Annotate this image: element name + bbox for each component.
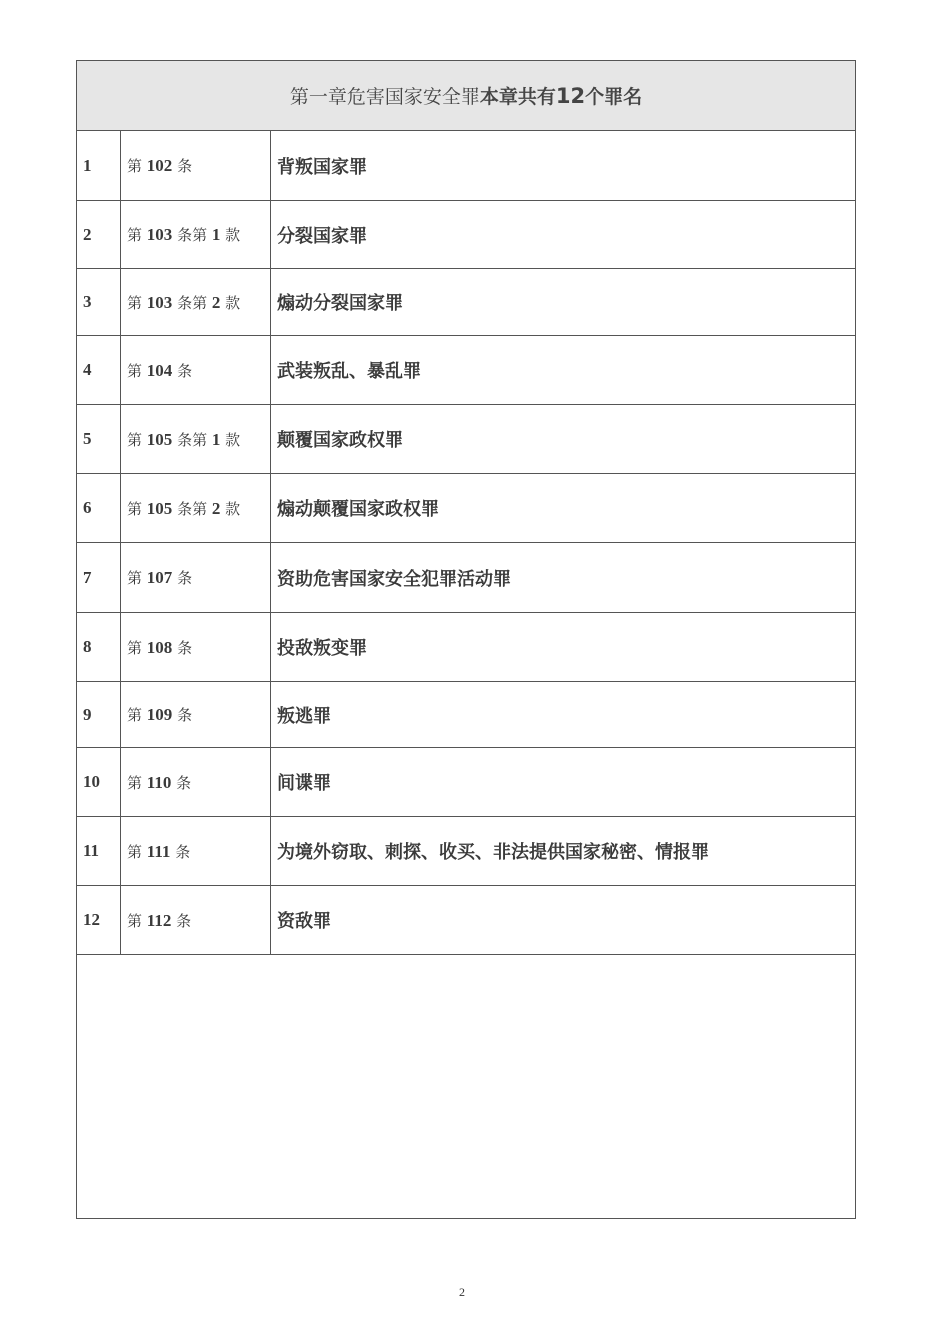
- table-row: [77, 613, 856, 682]
- table-row: [77, 682, 856, 748]
- table-row: [77, 748, 856, 817]
- article-unit: 条: [177, 361, 193, 380]
- article-unit: 条: [177, 157, 193, 175]
- clause-unit: 款: [225, 430, 241, 449]
- table-row: [77, 131, 856, 201]
- article-unit: 条第: [177, 499, 208, 518]
- row-number: 5: [77, 405, 121, 474]
- article-prefix: 第: [127, 361, 143, 380]
- article-reference: [121, 131, 271, 201]
- table-row: [77, 201, 856, 269]
- clause-unit: 款: [225, 293, 241, 312]
- table-row: [77, 405, 856, 474]
- chapter-header: [77, 61, 856, 131]
- row-number: 11: [77, 817, 121, 886]
- clause-unit: 款: [225, 226, 241, 244]
- article-prefix: 第: [127, 430, 143, 449]
- row-number: 9: [77, 682, 121, 748]
- crime-name: 叛逃罪: [271, 682, 856, 748]
- crime-list-table: [76, 60, 856, 955]
- article-prefix: 第: [127, 499, 143, 518]
- row-number: 6: [77, 474, 121, 543]
- crime-name: 分裂国家罪: [271, 201, 856, 269]
- crime-name: 投敌叛变罪: [271, 613, 856, 682]
- crime-name: 资敌罪: [271, 886, 856, 955]
- table-row: [77, 886, 856, 955]
- article-number: 105: [146, 429, 173, 449]
- article-unit: 条第: [177, 430, 208, 449]
- empty-table-area: [76, 953, 856, 1219]
- article-number: 103: [146, 292, 173, 312]
- row-number: 3: [77, 269, 121, 336]
- article-unit: 条第: [177, 226, 208, 244]
- article-unit: 条: [176, 773, 192, 792]
- table-row: [77, 269, 856, 336]
- table-row: [77, 543, 856, 613]
- article-number: 107: [146, 568, 173, 587]
- article-unit: 条: [177, 638, 193, 657]
- article-prefix: 第: [127, 773, 143, 792]
- page-number: 2: [459, 1285, 465, 1299]
- article-number: 111: [146, 841, 171, 861]
- crime-name: 煽动分裂国家罪: [271, 269, 856, 336]
- article-prefix: 第: [127, 706, 143, 724]
- article-number: 104: [146, 360, 173, 380]
- crime-name: 背叛国家罪: [271, 131, 856, 201]
- article-number: 102: [146, 156, 173, 175]
- article-reference: [121, 201, 271, 269]
- crime-name: 颠覆国家政权罪: [271, 405, 856, 474]
- table-row: [77, 336, 856, 405]
- article-prefix: 第: [127, 911, 143, 930]
- article-number: 112: [146, 910, 172, 930]
- article-reference: [121, 405, 271, 474]
- article-prefix: 第: [127, 226, 143, 244]
- row-number: 8: [77, 613, 121, 682]
- crime-name: 煽动颠覆国家政权罪: [271, 474, 856, 543]
- row-number: 12: [77, 886, 121, 955]
- crime-name: 武装叛乱、暴乱罪: [271, 336, 856, 405]
- clause-number: 1: [211, 429, 221, 449]
- row-number: 2: [77, 201, 121, 269]
- article-reference: [121, 748, 271, 817]
- article-number: 108: [146, 637, 173, 657]
- row-number: 1: [77, 131, 121, 201]
- article-prefix: 第: [127, 569, 143, 587]
- article-prefix: 第: [127, 157, 143, 175]
- article-unit: 条: [176, 911, 192, 930]
- article-unit: 条第: [177, 293, 208, 312]
- clause-number: 2: [211, 292, 221, 312]
- article-number: 109: [146, 705, 173, 724]
- table-row: [77, 474, 856, 543]
- article-prefix: 第: [127, 842, 143, 861]
- chapter-crime-count: 12: [555, 84, 586, 108]
- row-number: 10: [77, 748, 121, 817]
- chapter-header-row: [77, 61, 856, 131]
- clause-number: 2: [211, 498, 221, 518]
- article-number: 105: [146, 498, 173, 518]
- article-reference: [121, 543, 271, 613]
- article-reference: [121, 886, 271, 955]
- article-prefix: 第: [127, 638, 143, 657]
- crime-name: 资助危害国家安全犯罪活动罪: [271, 543, 856, 613]
- clause-number: 1: [211, 225, 221, 244]
- row-number: 4: [77, 336, 121, 405]
- crime-name: 为境外窃取、刺探、收买、非法提供国家秘密、情报罪: [271, 817, 856, 886]
- article-reference: [121, 682, 271, 748]
- article-reference: [121, 817, 271, 886]
- article-reference: [121, 336, 271, 405]
- article-number: 110: [146, 772, 172, 792]
- article-unit: 条: [177, 706, 193, 724]
- crime-rows: [77, 131, 856, 955]
- article-prefix: 第: [127, 293, 143, 312]
- article-number: 103: [146, 225, 173, 244]
- table-row: [77, 817, 856, 886]
- article-reference: [121, 613, 271, 682]
- crime-name: 间谍罪: [271, 748, 856, 817]
- row-number: 7: [77, 543, 121, 613]
- article-reference: [121, 474, 271, 543]
- article-reference: [121, 269, 271, 336]
- clause-unit: 款: [225, 499, 241, 518]
- chapter-title: 第一章危害国家安全罪: [289, 86, 480, 108]
- article-unit: 条: [177, 569, 193, 587]
- article-unit: 条: [175, 842, 191, 861]
- chapter-summary-prefix: 本章共有: [479, 86, 556, 108]
- chapter-summary-suffix: 个罪名: [585, 86, 643, 108]
